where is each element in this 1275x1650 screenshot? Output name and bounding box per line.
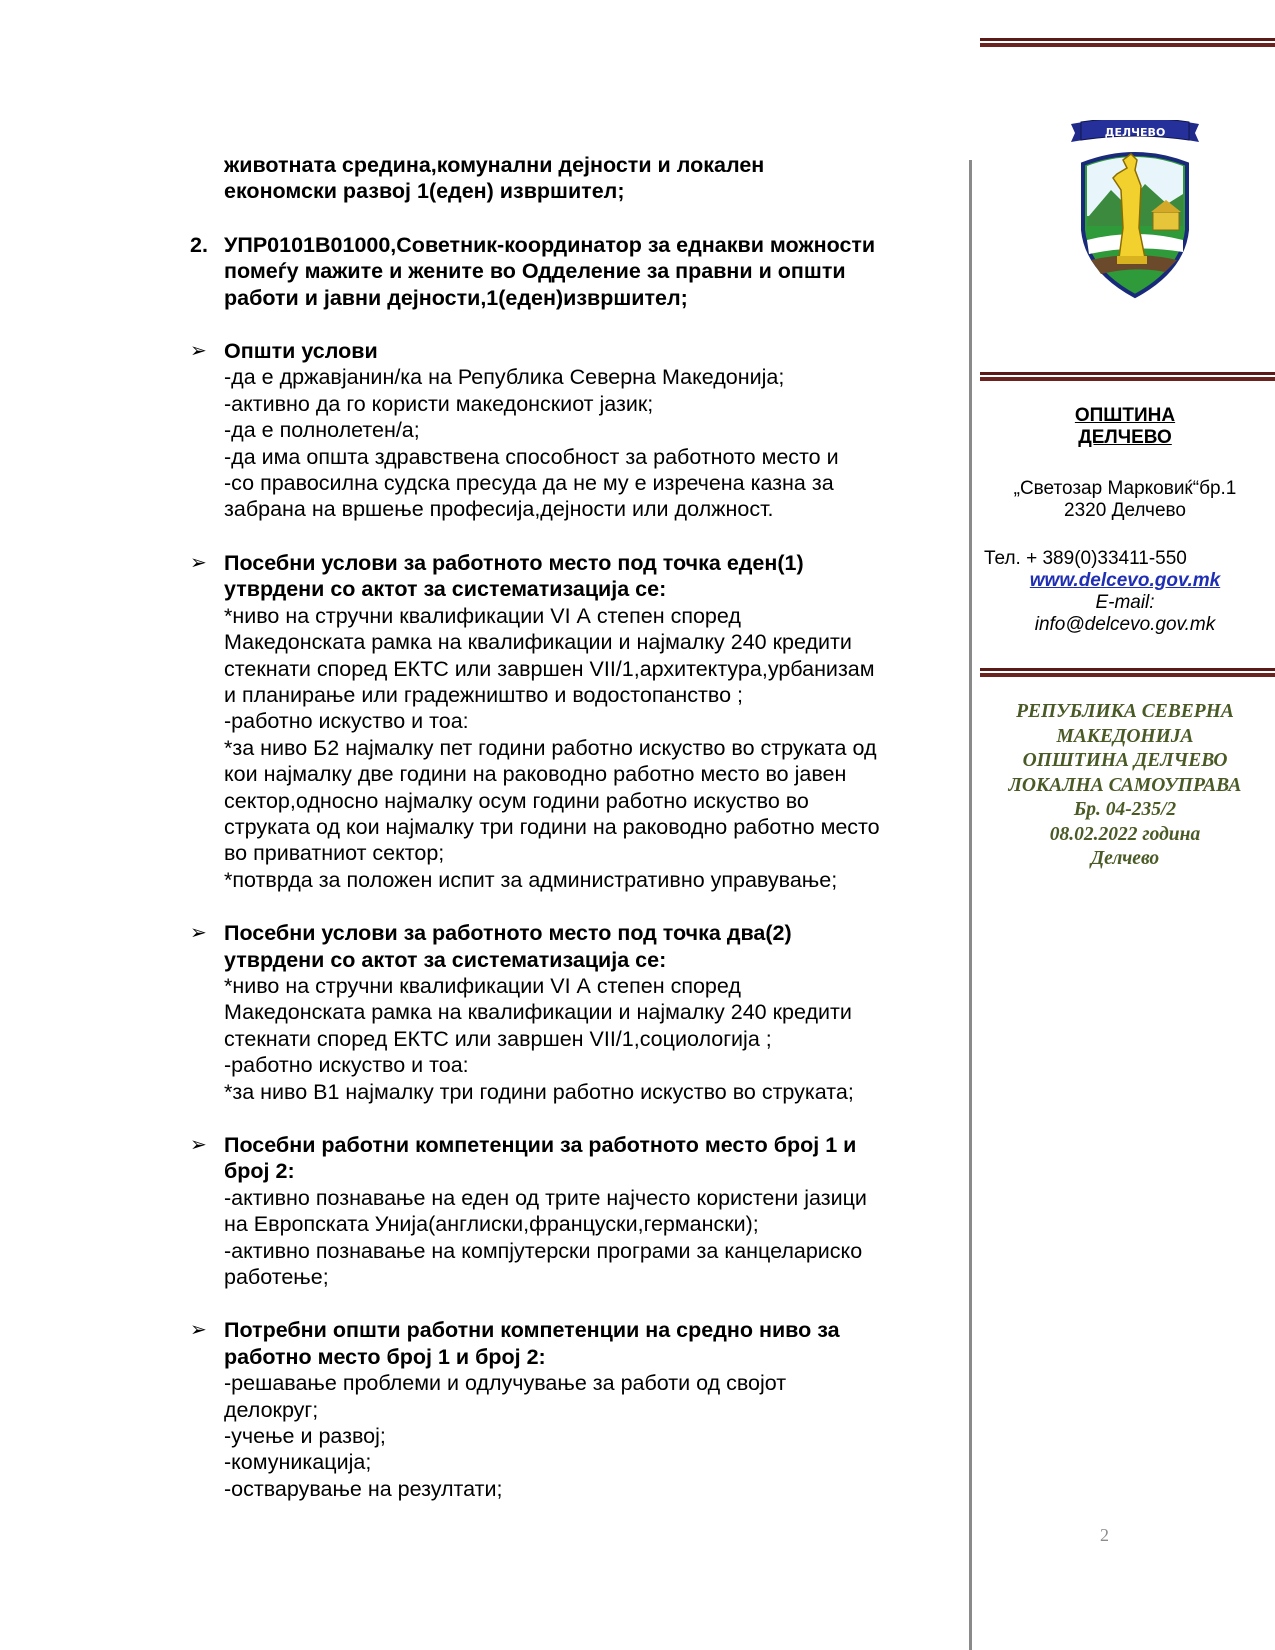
arrow-bullet-icon: ➢ xyxy=(190,1319,207,1342)
section-title: Општи услови xyxy=(224,339,378,364)
municipality-name: ОПШТИНА ДЕЛЧЕВО xyxy=(1074,405,1176,448)
email-address: info@delcevo.gov.mk xyxy=(1034,614,1216,635)
section-text: *ниво на стручни квалификации VI А степен според Македонската рамка на квалификации и најмалку 240 кредити стекнати според ЕКТС или завршен VII/1,социологија ; -работно искуство и тоа: *за ниво В1 најмалку три години работно искуство во струката; xyxy=(224,973,854,1104)
arrow-bullet-icon: ➢ xyxy=(190,551,207,574)
municipality-address: „Светозар Марковиќ“бр.1 2320 Делчево xyxy=(1013,478,1237,521)
item-line: работи и јавни дејности,1(еден)извршител; xyxy=(224,285,688,310)
arrow-bullet-icon: ➢ xyxy=(190,1134,207,1156)
item-number: 2. xyxy=(190,232,208,257)
section-text: *ниво на стручни квалификации VI А степен според Македонската рамка на квалификации и најмалку 240 кредити стекнати според ЕКТС или завршен VII/1,архитектура,урбанизам и планирање или градежништво и водостопанство ; -работно искуство и тоа: *за ниво Б2 најмалку пет години работно искуство во струката од кои најмалку две години на раководно работно место во јавен сектор,односно најмалку осум години работно искуство во струката од кои најмалку три години на раководно работно место во приватниот сектор; *потврда за положен испит за административно управување; xyxy=(224,603,880,892)
header-rule xyxy=(980,38,1275,47)
phone-number: Тел. + 389(0)33411-550 xyxy=(984,548,1187,569)
intro-line: економски развој 1(еден) извршител; xyxy=(224,179,625,204)
svg-text:ДЕЛЧЕВО: ДЕЛЧЕВО xyxy=(1104,126,1166,139)
registration-stamp: РЕПУБЛИКА СЕВЕРНА МАКЕДОНИЈА ОПШТИНА ДЕЛЧЕВО ЛОКАЛНА САМОУПРАВА Бр. 04-235/2 08.02.2022 година Делчево xyxy=(1008,701,1242,869)
section-title: Посебни услови за работното место под точка еден(1) утврдени со актот за систематизација се: xyxy=(224,550,804,602)
section-text: -активно познавање на еден од трите најчесто користени јазици на Европската Унија(англиски,француски,германски); -активно познавање на компјутерски програми за канцелариско работење; xyxy=(224,1185,867,1290)
section-title: Посебни работни компетенции за работното место број 1 и број 2: xyxy=(224,1133,857,1184)
section-special-conditions-2 xyxy=(190,920,928,1105)
section-general-competencies xyxy=(190,1317,928,1502)
municipality-crest-logo xyxy=(1065,120,1205,300)
page-number: 2 xyxy=(1100,1525,1109,1545)
arrow-bullet-icon: ➢ xyxy=(190,340,207,363)
document-body xyxy=(190,152,928,1502)
section-text: -решавање проблеми и одлучување за работи од својот делокруг; -учење и развој; -комуникација; -остварување на резултати; xyxy=(224,1371,787,1501)
item-line: УПР0101В01000,Советник-координатор за еднакви можности xyxy=(224,232,876,257)
sidebar-rule xyxy=(980,668,1275,677)
vertical-divider xyxy=(969,160,972,1650)
section-special-conditions-1 xyxy=(190,550,928,893)
item-line: помеѓу мажите и жените во Одделение за правни и општи xyxy=(224,259,846,284)
section-title: Потребни општи работни компетенции на средно ниво за работно место број 1 и број 2: xyxy=(224,1318,840,1369)
intro-line: животната средина,комунални дејности и локален xyxy=(224,153,765,177)
website-link[interactable]: www.delcevo.gov.mk xyxy=(1029,570,1221,591)
contact-info xyxy=(980,548,1270,636)
section-special-competencies xyxy=(190,1132,928,1290)
section-general-conditions xyxy=(190,338,928,523)
sidebar-rule xyxy=(980,372,1275,381)
section-text: -да е државјанин/ка на Република Северна Македонија; -активно да го користи македонскиот јазик; -да е полнолетен/а; -да има општа здравствена способност за работното место и -со правосилна судска пресуда да не му е изречена казна за забрана на вршење професија,дејности или должност. xyxy=(224,365,839,522)
numbered-item-2 xyxy=(190,232,928,311)
email-label: E-mail: xyxy=(1095,592,1155,613)
arrow-bullet-icon: ➢ xyxy=(190,922,207,945)
section-title: Посебни услови за работното место под точка два(2) утврдени со актот за систематизација се: xyxy=(224,921,792,972)
intro-text xyxy=(190,152,928,205)
